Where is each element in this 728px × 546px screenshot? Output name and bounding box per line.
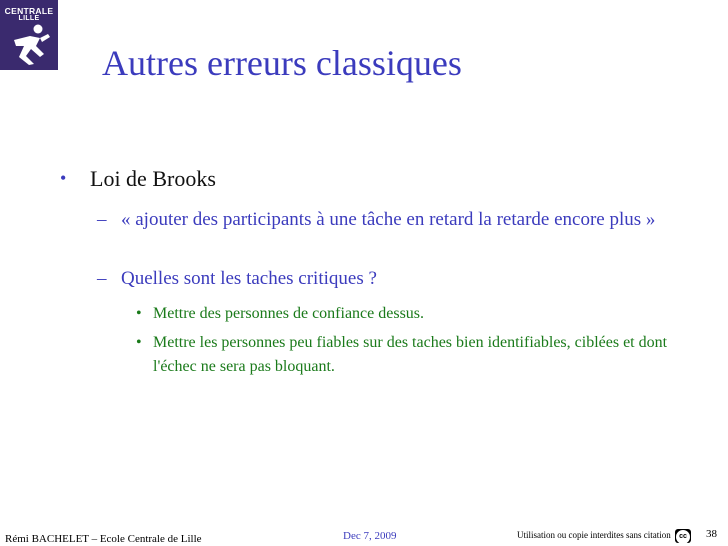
cc-label: cc — [676, 530, 690, 544]
bullet-dot-icon: • — [60, 168, 67, 188]
dash-marker: – — [97, 268, 107, 289]
bullet-dot-icon: • — [136, 334, 142, 351]
slide-title: Autres erreurs classiques — [102, 43, 462, 83]
bullet-dot-icon: • — [136, 305, 142, 322]
bullet-level1-text: Loi de Brooks — [90, 166, 216, 191]
sub-bullet-2-text: Quelles sont les taches critiques ? — [121, 268, 377, 289]
logo-line2: LILLE — [18, 15, 40, 22]
sub-sub-bullet-1-text: Mettre des personnes de confiance dessus. — [153, 305, 425, 322]
footer-date: Dec 7, 2009 — [343, 530, 397, 542]
dash-marker: – — [97, 209, 107, 230]
sub-sub-bullet-2-text: Mettre les personnes peu fiables sur des taches bien identifiables, ciblées et dont l'échec ne sera pas bloquant. — [153, 334, 668, 375]
footer-author: Rémi BACHELET – Ecole Centrale de Lille — [5, 533, 202, 545]
centrale-lille-logo — [0, 0, 58, 70]
sub-bullet-1-text: « ajouter des participants à une tâche en retard la retarde encore plus » — [121, 209, 656, 230]
logo-line1: CENTRALE — [4, 6, 54, 16]
creative-commons-icon — [675, 529, 691, 543]
footer-copyright: Utilisation ou copie interdites sans citation — [517, 530, 671, 540]
page-number: 38 — [706, 528, 717, 540]
runner-figure-icon — [6, 24, 52, 66]
